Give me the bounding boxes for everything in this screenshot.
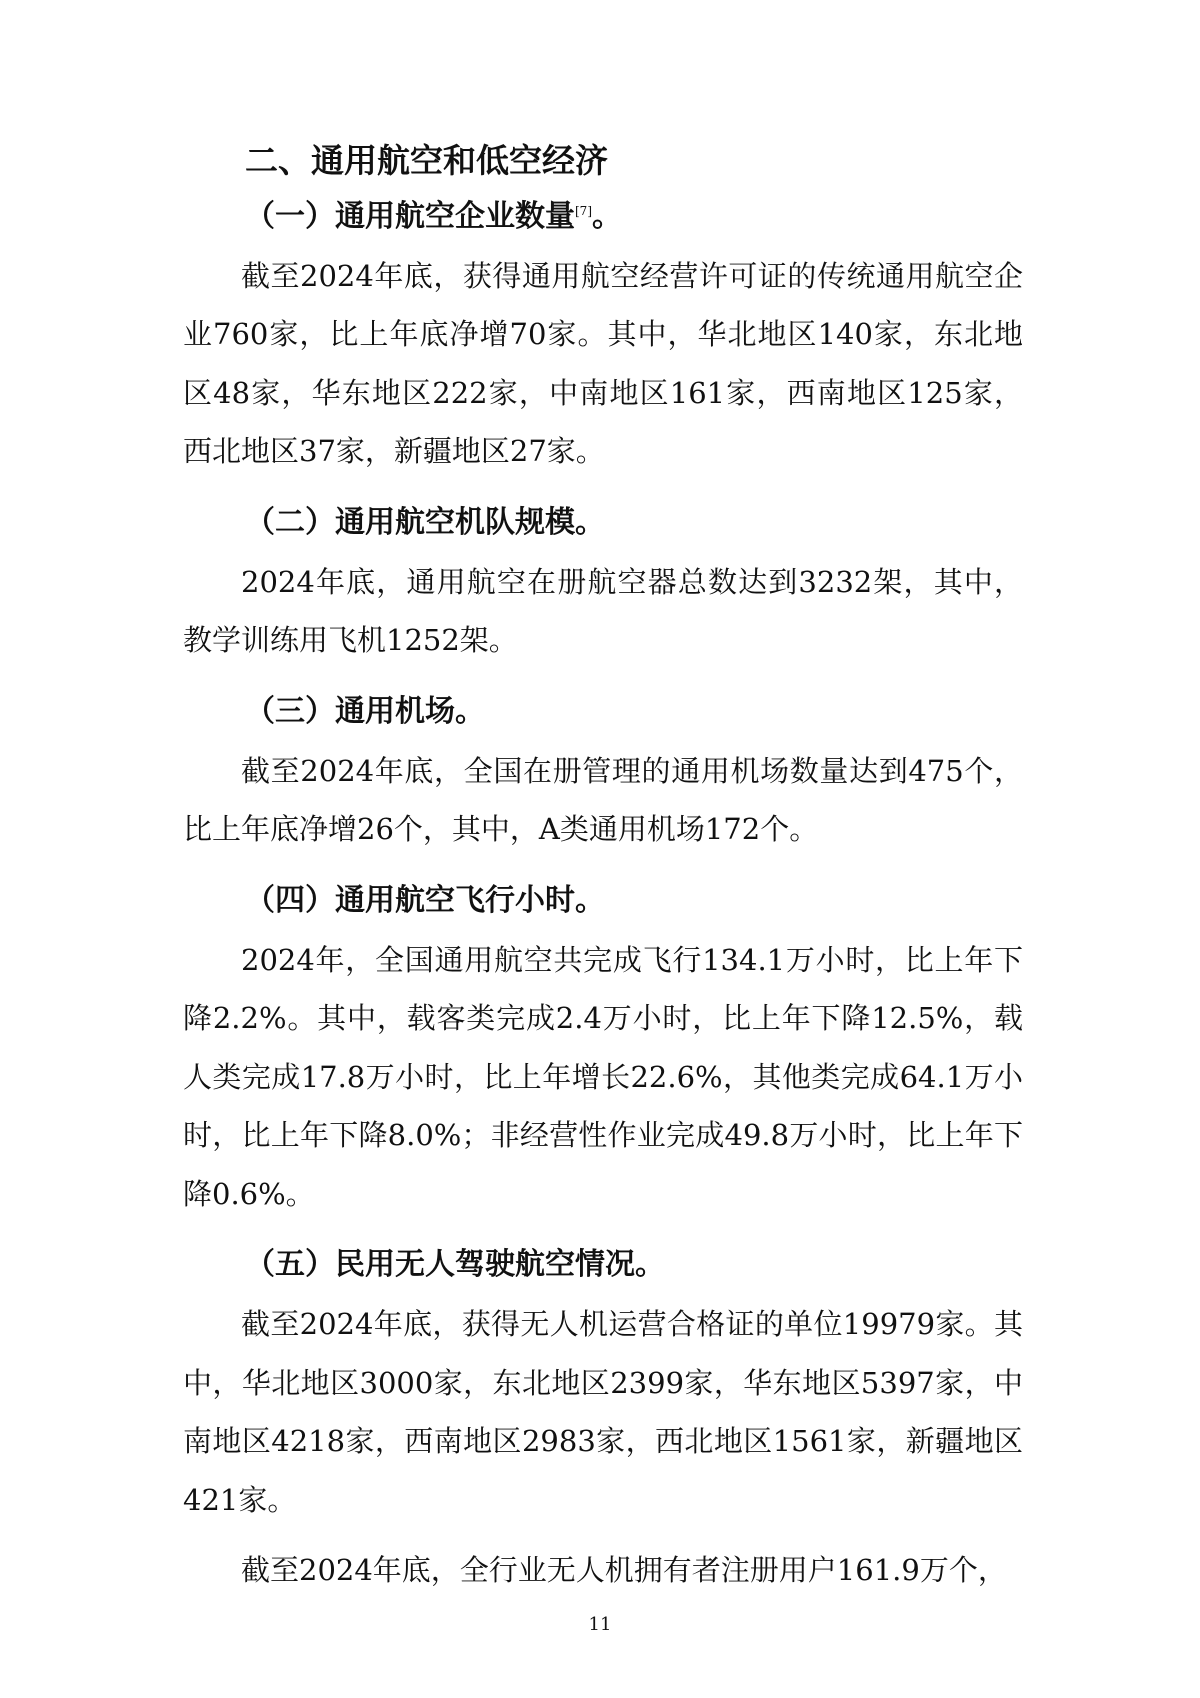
section-heading: 二、通用航空和低空经济	[245, 141, 608, 180]
paragraph-uav-registrations: 截至2024年底，全行业无人机拥有者注册用户161.9万个，	[241, 1553, 1007, 1588]
paragraph-uav-operators: 截至2024年底，获得无人机运营合格证的单位19979家。其中，华北地区3000家，东北地区2399家，华东地区5397家，中南地区4218家，西南地区2983家，西北地区1561家，新疆地区421家。	[183, 1307, 1023, 1517]
paragraph-flight-hours: 2024年，全国通用航空共完成飞行134.1万小时，比上年下降2.2%。其中，载客类完成2.4万小时，比上年下降12.5%，载人类完成17.8万小时，比上年增长22.6%，其他类完成64.1万小时，比上年下降8.0%；非经营性作业完成49.8万小时，比上年下降0.6%。	[183, 942, 1023, 1211]
paragraph-airports: 截至2024年底，全国在册管理的通用机场数量达到475个，比上年底净增26个，其中，A类通用机场172个。	[183, 753, 1023, 847]
subsection-heading-1	[245, 187, 1023, 247]
subsection-heading-3: （三）通用机场。	[245, 693, 485, 729]
subsection-heading-1-text: （一）通用航空企业数量	[245, 198, 575, 234]
subsection-heading-2: （二）通用航空机队规模。	[245, 504, 605, 540]
footnote-reference[interactable]: [7]	[575, 203, 592, 218]
paragraph-fleet-size: 2024年底，通用航空在册航空器总数达到3232架，其中，教学训练用飞机1252架。	[183, 564, 1023, 658]
page-number: 11	[588, 1614, 612, 1635]
paragraph-enterprise-count: 截至2024年底，获得通用航空经营许可证的传统通用航空企业760家，比上年底净增70家。其中，华北地区140家，东北地区48家，华东地区222家，中南地区161家，西南地区125家，西北地区37家，新疆地区27家。	[183, 258, 1023, 469]
page-content	[183, 140, 1023, 1600]
subsection-heading-1-end: 。	[592, 198, 622, 234]
subsection-heading-4: （四）通用航空飞行小时。	[245, 882, 605, 918]
subsection-heading-5: （五）民用无人驾驶航空情况。	[245, 1247, 665, 1283]
